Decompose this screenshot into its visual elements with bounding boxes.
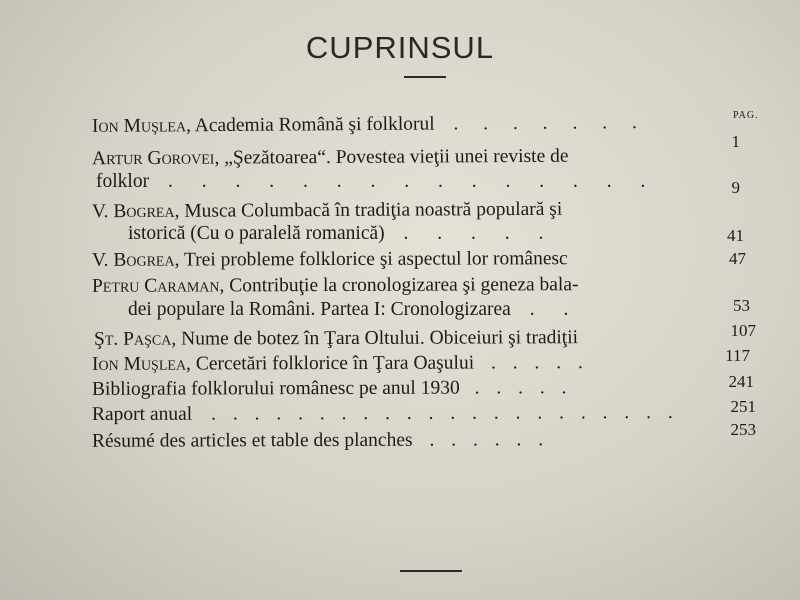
- entry-author: Şt. Paşca,: [93, 328, 177, 350]
- leader-dots: . . . . .: [490, 352, 589, 374]
- toc-entry: [92, 376, 573, 402]
- entry-page-number: 253: [730, 420, 756, 439]
- bottom-divider: [400, 570, 462, 572]
- toc-entry: [92, 428, 549, 454]
- leader-dots: . . . . . . . . . . . . . . .: [167, 171, 658, 192]
- leader-dots: . . . . . .: [429, 429, 550, 451]
- leader-dots: . . . . .: [474, 377, 573, 399]
- entry-title: Contribuţie la cronologizarea şi geneza bala-: [224, 274, 579, 297]
- toc-entry: [92, 111, 647, 139]
- toc-entry-continuation: [96, 170, 657, 194]
- entry-author: Ion Muşlea,: [91, 115, 191, 137]
- toc-entry: [92, 273, 579, 299]
- toc-entry: [94, 326, 578, 352]
- entry-title: Bibliografia folklorului românesc pe anul 1930: [91, 377, 460, 400]
- entry-page-number: 1: [731, 132, 740, 151]
- entry-author: V. Bogrea,: [91, 249, 180, 271]
- entry-title: Cercetări folklorice în Ţara Oaşului: [190, 352, 475, 375]
- leader-dots: . . . . . . .: [453, 112, 647, 135]
- entry-title: Academia Română şi folklorul: [190, 113, 435, 137]
- entry-page-number: 241: [728, 372, 754, 391]
- toc-entry-continuation: [128, 222, 555, 246]
- leader-dots: . . . . .: [403, 223, 556, 244]
- entry-title: Raport anual: [91, 403, 193, 426]
- toc-entry: [92, 247, 568, 273]
- entry-title-continued: folklor: [96, 171, 150, 192]
- page-title: CUPRINSUL: [305, 30, 495, 65]
- entry-title: „Şezătoarea“. Povestea vieţii unei reviste de: [219, 145, 569, 169]
- toc-entry: [92, 198, 562, 224]
- entry-page-number: 117: [725, 346, 750, 365]
- entry-page-number: 9: [731, 178, 740, 197]
- entry-author: Artur Gorovei,: [91, 147, 220, 170]
- toc-entry: [92, 401, 679, 427]
- leader-dots: . .: [529, 299, 581, 320]
- entry-title-continued: dei populare la Români. Partea I: Cronologizarea: [128, 299, 511, 320]
- entry-page-number: 41: [727, 226, 744, 245]
- entry-title: Musca Columbacă în tradiţia noastră populară şi: [179, 198, 563, 222]
- toc-entry-continuation: [128, 298, 580, 322]
- entry-page-number: 53: [733, 296, 750, 315]
- entry-page-number: 47: [729, 249, 746, 268]
- toc-entry: [92, 145, 569, 171]
- entry-title: Résumé des articles et table des planches: [91, 429, 413, 452]
- entry-title-continued: istorică (Cu o paralelă romanică): [128, 223, 385, 244]
- entry-page-number: 107: [730, 321, 756, 340]
- toc-entry: [92, 351, 589, 377]
- entry-page-number: 251: [730, 397, 756, 416]
- entry-author: Petru Caraman,: [91, 275, 225, 297]
- leader-dots: . . . . . . . . . . . . . . . . . . . . . .: [211, 401, 679, 425]
- entry-title: Trei probleme folklorice şi aspectul lor românesc: [179, 248, 568, 271]
- page-column-header: PAG.: [733, 110, 759, 121]
- entry-title: Nume de botez în Ţara Oltului. Obiceiuri şi tradiţii: [176, 327, 579, 350]
- entry-author: V. Bogrea,: [91, 200, 180, 223]
- entry-author: Ion Muşlea,: [91, 353, 191, 375]
